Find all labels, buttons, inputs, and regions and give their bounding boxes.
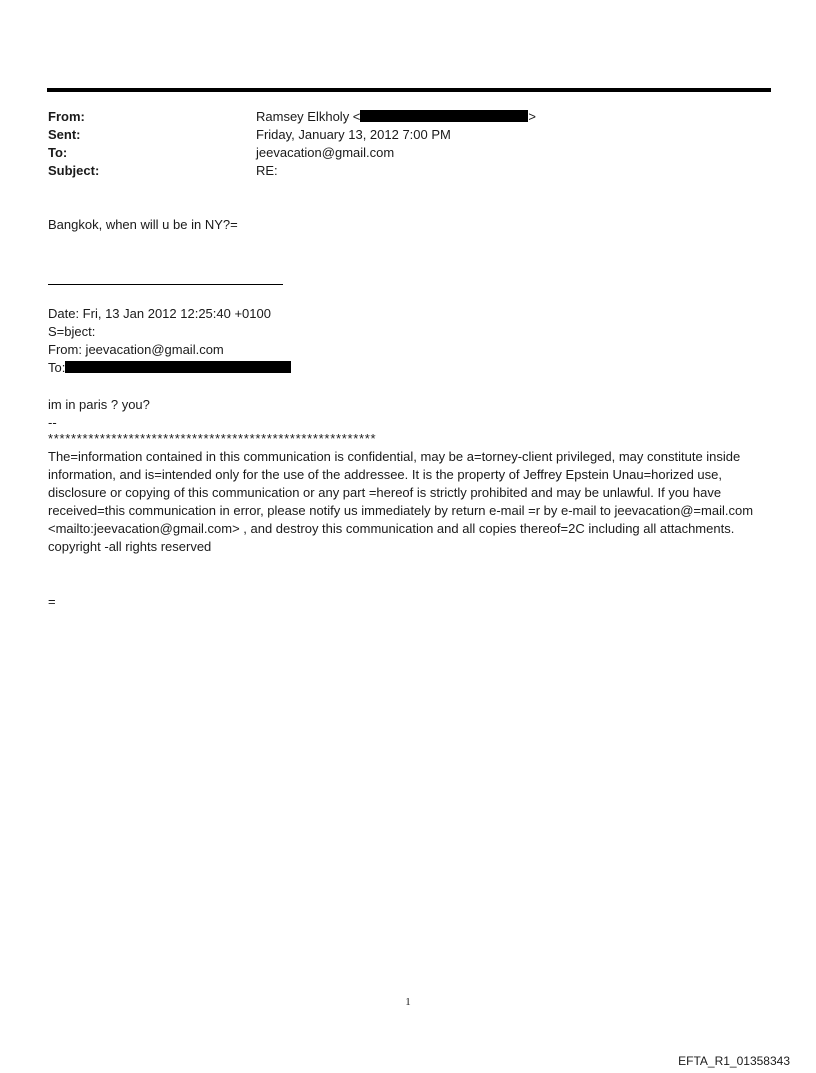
to-value: jeevacation@gmail.com [256,145,395,160]
from-label: From: [48,109,85,124]
reply-text: Bangkok, when will u be in NY?= [48,217,238,232]
sent-label: Sent: [48,127,81,142]
from-close: > [528,109,536,124]
page-number: 1 [405,996,411,1008]
quoted-from: From: jeevacation@gmail.com [48,342,224,357]
quoted-to-label: To: [48,360,66,375]
quoted-date: Date: Fri, 13 Jan 2012 12:25:40 +0100 [48,306,271,321]
email-header [48,108,768,180]
trailing-equals: = [48,594,56,609]
subject-label: Subject: [48,163,100,178]
signature-dashes: -- [48,415,57,430]
sent-row [48,126,768,144]
quote-separator [48,284,283,285]
confidentiality-disclaimer: The=information contained in this communication is confidential, may be a=torney-client privileged, may constitute inside information, and is=intended only for the use of the addressee. It is the property of Jeffrey Epstein Unau=horized use, disclosure or copying of this communication or any part =hereof is strictly prohibited and may be unlawful. If you have received=this communication in error, please notify us immediately by return e-mail =r by e-mail to jeevacation@=mail.com <mailto:jeevacation@gmail.com> , and destroy this communication and all copies thereof=2C including all attachments. copyright -all rights reserved [48,449,754,554]
quoted-subject: S=bject: [48,324,96,339]
document-id: EFTA_R1_01358343 [678,1054,790,1068]
to-row [48,144,768,162]
quoted-message: im in paris ? you? [48,397,150,412]
from-value [256,108,536,126]
sent-value: Friday, January 13, 2012 7:00 PM [256,127,451,142]
redaction-box [360,110,528,122]
from-row [48,108,768,126]
from-name: Ramsey Elkholy < [256,109,361,124]
asterisk-divider: ********************************************************* [48,431,377,446]
to-label: To: [48,145,68,160]
subject-value: RE: [256,163,278,178]
quoted-to [48,359,291,377]
subject-row [48,162,768,180]
redaction-box [65,361,291,373]
top-rule [47,88,771,92]
